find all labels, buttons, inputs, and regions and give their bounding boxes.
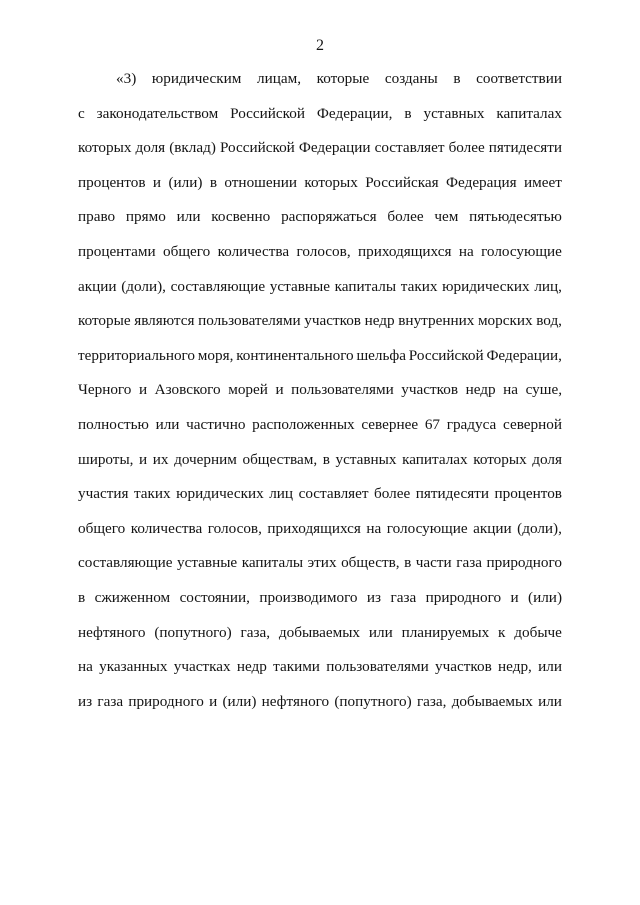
text-line: «3) юридическим лицам, которые созданы в соответствии — [116, 70, 562, 87]
text-line: полностью или частично расположенных севернее 67 градуса северной — [78, 415, 562, 433]
text-line: общего количества голосов, приходящихся на голосующие акции (доли), — [78, 519, 562, 537]
text-line: нефтяного (попутного) газа, добываемых или планируемых к добыче — [78, 623, 562, 641]
text-line: составляющие уставные капиталы этих обществ, в части газа природного — [78, 554, 562, 572]
text-line: которые являются пользователями участков недр внутренних морских вод, — [78, 312, 562, 330]
text-line: широты, и их дочерним обществам, в уставных капиталах которых доля — [78, 450, 562, 468]
text-line: процентов и (или) в отношении которых Российская Федерация имеет — [78, 173, 562, 191]
text-line: в сжиженном состоянии, производимого из газа природного и (или) — [78, 588, 562, 606]
text-line: акции (доли), составляющие уставные капиталы таких юридических лиц, — [78, 277, 562, 295]
page-number: 2 — [316, 37, 324, 54]
text-line: участия таких юридических лиц составляет более пятидесяти процентов — [78, 485, 562, 503]
text-line: Черного и Азовского морей и пользователями участков недр на суше, — [78, 381, 562, 399]
text-line: процентами общего количества голосов, приходящихся на голосующие — [78, 242, 562, 260]
text-line: территориального моря, континентального шельфа Российской Федерации, — [78, 346, 562, 364]
text-line: на указанных участках недр такими пользователями участков недр, или — [78, 658, 562, 676]
text-line: из газа природного и (или) нефтяного (попутного) газа, добываемых или — [78, 692, 562, 710]
text-line: которых доля (вклад) Российской Федерации составляет более пятидесяти — [78, 139, 562, 157]
body-text — [78, 62, 562, 719]
text-line: с законодательством Российской Федерации, в уставных капиталах — [78, 104, 562, 122]
text-line: право прямо или косвенно распоряжаться более чем пятьюдесятью — [78, 208, 562, 226]
